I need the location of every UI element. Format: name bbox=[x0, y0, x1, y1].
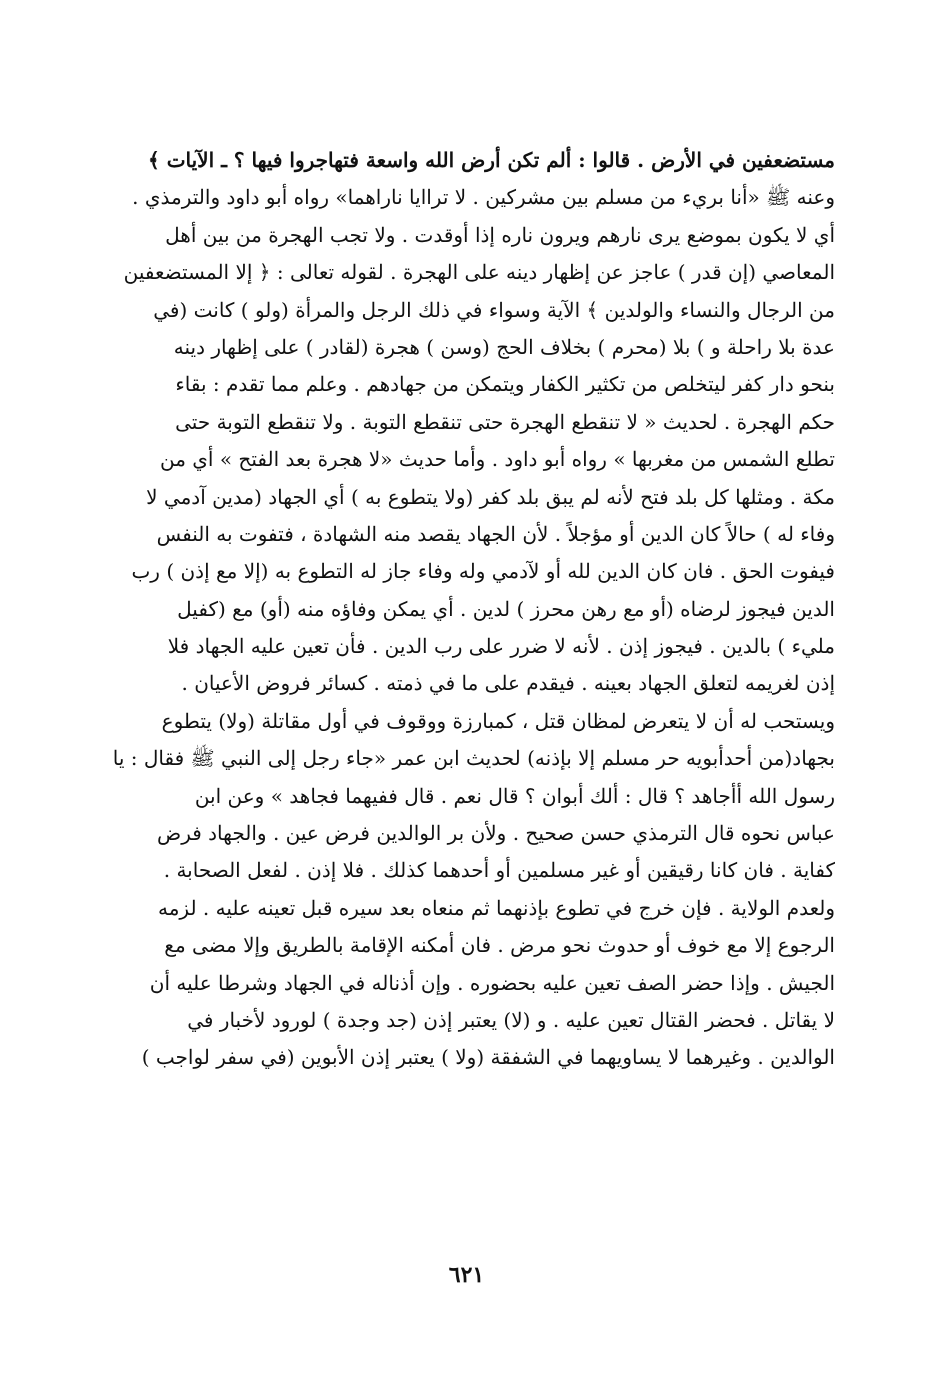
text-line: حكم الهجرة . لحديث « لا تنقطع الهجرة حتى تنقطع التوبة . ولا تنقطع التوبة حتى bbox=[175, 409, 835, 434]
text-line: بجهاد(من أحدأبويه حر مسلم إلا بإذنه) لحديث ابن عمر «جاء رجل إلى النبي ﷺ فقال : يا bbox=[112, 746, 835, 771]
text-line: كفاية . فان كانا رقيقين أو غير مسلمين أو أحدهما كذلك . فلا إذن . لفعل الصحابة . bbox=[163, 858, 835, 883]
text-line: المعاصي (إن قدر ) عاجز عن إظهار دينه على الهجرة . لقوله تعالى : ﴿ إلا المستضعفين bbox=[123, 260, 835, 285]
text-line: عدة بلا راحلة و ) بلا (محرم ) بخلاف الحج (وسن ) هجرة (لقادر ) على إظهار دينه bbox=[173, 334, 835, 359]
text-line: الدين فيجوز لرضاه (أو مع رهن محرز ) لدين . أي يمكن وفاؤه منه (أو) مع (كفيل bbox=[177, 596, 835, 621]
text-line: رسول الله أأجاهد ؟ قال : ألك أبوان ؟ قال نعم . قال ففيهما فجاهد » وعن ابن bbox=[194, 783, 835, 808]
text-line: الرجوع إلا مع خوف أو حدوث نحو مرض . فان أمكنه الإقامة بالطريق وإلا مضى مع bbox=[164, 933, 835, 958]
text-line: بنحو دار كفر ليتخلص من تكثير الكفار ويتمكن من جهادهم . وعلم مما تقدم : بقاء bbox=[175, 372, 835, 397]
text-line: لا يقاتل . فحضر القتال تعين عليه . و (لا) يعتبر إذن (جد وجدة ) لورود لأخبار في bbox=[187, 1007, 835, 1032]
text-line: ولعدم الولاية . فإن خرج في تطوع بإذنهما ثم منعاه بعد سيره قبل تعينه عليه . لزمه bbox=[157, 895, 835, 920]
text-line: عباس نحوه قال الترمذي حسن صحيح . ولأن بر الوالدين فرض عين . والجهاد فرض bbox=[157, 821, 835, 846]
text-line: مستضعفين في الأرض . قالوا : ألم تكن أرض الله واسعة فتهاجروا فيها ؟ ـ الآيات ﴾ bbox=[148, 148, 835, 172]
text-line: الوالدين . وغيرهما لا يساويهما في الشفقة (ولا ) يعتبر إذن الأبوين (في سفر لواجب ) bbox=[141, 1045, 835, 1070]
text-line: مليء ) بالدين . فيجوز إذن . لأنه لا ضرر على رب الدين . فأن تعين عليه الجهاد فلا bbox=[167, 634, 835, 659]
body-text bbox=[100, 142, 835, 1077]
text-line: الجيش . وإذا حضر الصف تعين عليه بحضوره . وإن أذناله في الجهاد وشرطا عليه أن bbox=[149, 970, 835, 995]
text-line: فيفوت الحق . فان كان الدين لله أو لآدمي وله وفاء جاز له التطوع به (إلا مع إذن ) رب bbox=[131, 559, 835, 584]
text-line: مكة . ومثلها كل بلد فتح لأنه لم يبق بلد كفر (ولا يتطوع به ) أي الجهاد (مدين آدمي لا bbox=[146, 484, 835, 509]
text-line: ويستحب له أن لا يتعرض لمظان قتل ، كمبارزة ووقوف في أول مقاتلة (ولا) يتطوع bbox=[161, 708, 835, 733]
text-line: وعنه ﷺ «أنا بريء من مسلم بين مشركين . لا تراايا ناراهما» رواه أبو داود والترمذي . bbox=[132, 185, 835, 210]
text-line: إذن لغريمه لتعلق الجهاد بعينه . فيقدم على ما في ذمته . كسائر فروض الأعيان . bbox=[181, 671, 835, 696]
text-line: من الرجال والنساء والولدين ﴾ الآية وسواء في ذلك الرجل والمرأة (ولو ) كانت (في bbox=[153, 297, 835, 322]
text-line: وفاء له ) حالاً كان الدين أو مؤجلاً . لأن الجهاد يقصد منه الشهادة ، فتفوت به النفس bbox=[156, 521, 835, 546]
text-line: تطلع الشمس من مغربها » رواه أبو داود . وأما حديث «لا هجرة بعد الفتح » أي من bbox=[159, 447, 835, 472]
page-number: ٦٢١ bbox=[448, 1262, 485, 1288]
text-line: أي لا يكون بموضع يرى نارهم ويرون ناره إذا أوقدت . ولا تجب الهجرة من بين أهل bbox=[165, 222, 835, 247]
